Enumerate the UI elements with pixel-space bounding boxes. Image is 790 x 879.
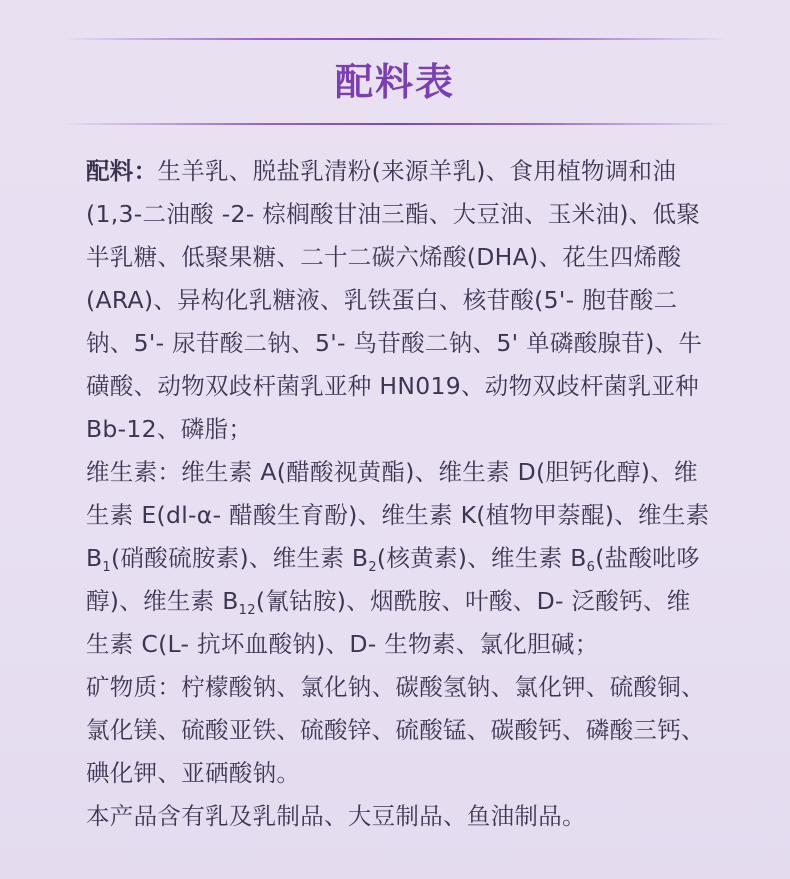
ingredients-label: 配料： [86,157,158,185]
vitamin-b6-subscript: 6 [586,560,596,575]
vitamins-text-1: 维生素 A(醋酸视黄酯)、维生素 D(胆钙化醇)、维生素 E(dl-α- 醋酸生育酚)、维生素 K(植物甲萘醌)、维生素 B [86,458,710,572]
allergen-note: 本产品含有乳及乳制品、大豆制品、鱼油制品。 [86,802,586,830]
minerals-paragraph [86,666,710,795]
vitamins-text-3: (核黄素)、维生素 B [376,544,587,572]
minerals-text: 柠檬酸钠、氯化钠、碳酸氢钠、氯化钾、硫酸铜、氯化镁、硫酸亚铁、硫酸锌、硫酸锰、碳酸钙、磷酸三钙、碘化钾、亚硒酸钠。 [86,673,705,787]
vitamins-text-4: (盐酸吡哆醇)、维生素 B [86,544,700,615]
minerals-label: 矿物质： [86,673,182,701]
vitamin-b12-subscript: 12 [238,603,256,618]
vitamin-b2-subscript: 2 [368,560,377,575]
vitamins-paragraph [86,451,710,666]
bottom-divider [62,123,728,125]
ingredients-text: 生羊乳、脱盐乳清粉(来源羊乳)、食用植物调和油(1,3-二油酸 -2- 棕榈酸甘油三酯、大豆油、玉米油)、低聚半乳糖、低聚果糖、二十二碳六烯酸(DHA)、花生四烯酸(ARA)、异构化乳糖液、乳铁蛋白、核苷酸(5'- 胞苷酸二钠、5'- 尿苷酸二钠、5'- 鸟苷酸二钠、5' 单磷酸腺苷)、牛磺酸、动物双歧杆菌乳亚种 HN019、动物双歧杆菌乳亚种 Bb-12、磷脂； [86,157,703,443]
ingredient-content [86,150,710,838]
ingredients-paragraph [86,150,710,451]
vitamins-label: 维生素： [86,458,182,486]
top-divider [62,38,728,40]
vitamin-b1-subscript: 1 [102,560,111,575]
vitamins-text-5: (氰钴胺)、烟酰胺、叶酸、D- 泛酸钙、维生素 C(L- 抗坏血酸钠)、D- 生物素、氯化胆碱； [86,587,691,658]
vitamins-text-2: (硝酸硫胺素)、维生素 B [111,544,369,572]
page-title: 配料表 [334,60,455,104]
